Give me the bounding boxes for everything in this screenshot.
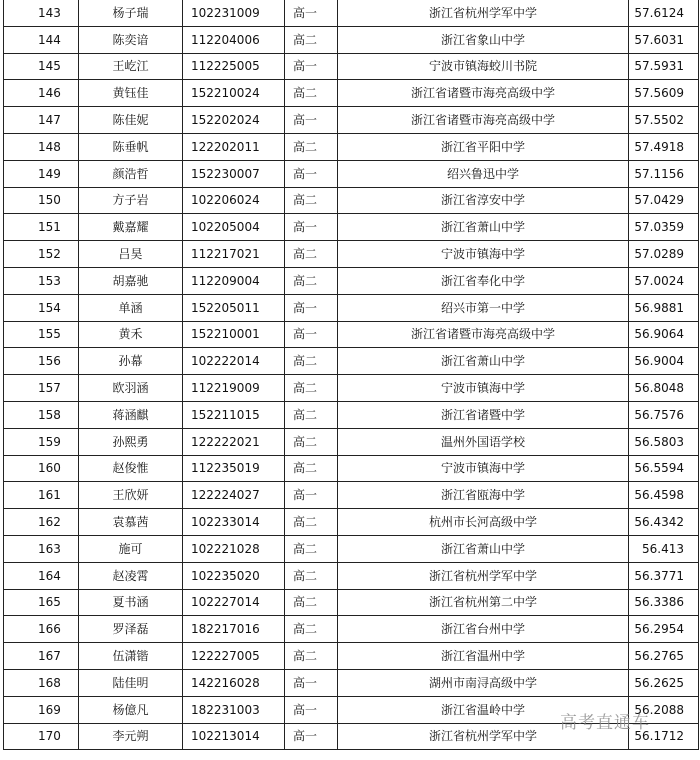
- score-cell: 56.5803: [629, 428, 699, 455]
- grade-cell: 高一: [285, 696, 338, 723]
- rank-cell: 156: [4, 348, 79, 375]
- student-id-cell: 122202011: [183, 133, 285, 160]
- table-row: [4, 669, 699, 696]
- student-id-cell: 102221028: [183, 535, 285, 562]
- student-id-cell: 102206024: [183, 187, 285, 214]
- school-cell: 浙江省诸暨市海亮高级中学: [338, 321, 629, 348]
- rank-cell: 166: [4, 616, 79, 643]
- grade-cell: 高二: [285, 26, 338, 53]
- rank-cell: 162: [4, 509, 79, 536]
- student-name-cell: 陈奕谙: [79, 26, 183, 53]
- rank-cell: 169: [4, 696, 79, 723]
- rank-cell: 170: [4, 723, 79, 750]
- student-id-cell: 102227014: [183, 589, 285, 616]
- student-id-cell: 102222014: [183, 348, 285, 375]
- table-row: [4, 589, 699, 616]
- student-name-cell: 王欣妍: [79, 482, 183, 509]
- table-row: [4, 187, 699, 214]
- score-cell: 56.9004: [629, 348, 699, 375]
- table-row: [4, 562, 699, 589]
- student-id-cell: 152211015: [183, 401, 285, 428]
- student-name-cell: 夏书涵: [79, 589, 183, 616]
- school-cell: 浙江省象山中学: [338, 26, 629, 53]
- school-cell: 浙江省温州中学: [338, 643, 629, 670]
- school-cell: 浙江省台州中学: [338, 616, 629, 643]
- school-cell: 绍兴市第一中学: [338, 294, 629, 321]
- student-name-cell: 单涵: [79, 294, 183, 321]
- rank-cell: 159: [4, 428, 79, 455]
- score-cell: 56.2954: [629, 616, 699, 643]
- student-id-cell: 112225005: [183, 53, 285, 80]
- school-cell: 温州外国语学校: [338, 428, 629, 455]
- student-id-cell: 182231003: [183, 696, 285, 723]
- student-id-cell: 152205011: [183, 294, 285, 321]
- table-row: [4, 214, 699, 241]
- school-cell: 浙江省杭州学军中学: [338, 562, 629, 589]
- grade-cell: 高一: [285, 160, 338, 187]
- rank-cell: 165: [4, 589, 79, 616]
- student-name-cell: 戴嘉耀: [79, 214, 183, 241]
- results-table-body: [4, 0, 699, 750]
- score-cell: 56.1712: [629, 723, 699, 750]
- school-cell: 浙江省温岭中学: [338, 696, 629, 723]
- table-row: [4, 26, 699, 53]
- student-name-cell: 袁慕茜: [79, 509, 183, 536]
- school-cell: 浙江省杭州学军中学: [338, 0, 629, 26]
- school-cell: 湖州市南浔高级中学: [338, 669, 629, 696]
- student-id-cell: 102205004: [183, 214, 285, 241]
- school-cell: 浙江省诸暨市海亮高级中学: [338, 80, 629, 107]
- school-cell: 浙江省诸暨中学: [338, 401, 629, 428]
- student-id-cell: 182217016: [183, 616, 285, 643]
- student-name-cell: 欧羽涵: [79, 375, 183, 402]
- student-name-cell: 胡嘉驰: [79, 267, 183, 294]
- grade-cell: 高二: [285, 643, 338, 670]
- student-name-cell: 陆佳明: [79, 669, 183, 696]
- score-cell: 56.2088: [629, 696, 699, 723]
- rank-cell: 164: [4, 562, 79, 589]
- grade-cell: 高一: [285, 321, 338, 348]
- score-cell: 56.5594: [629, 455, 699, 482]
- student-id-cell: 112217021: [183, 241, 285, 268]
- student-id-cell: 122224027: [183, 482, 285, 509]
- table-row: [4, 80, 699, 107]
- student-name-cell: 颜浩哲: [79, 160, 183, 187]
- student-name-cell: 赵凌霄: [79, 562, 183, 589]
- table-row: [4, 428, 699, 455]
- school-cell: 浙江省淳安中学: [338, 187, 629, 214]
- table-row: [4, 401, 699, 428]
- table-row: [4, 482, 699, 509]
- student-name-cell: 黄钰佳: [79, 80, 183, 107]
- grade-cell: 高二: [285, 616, 338, 643]
- school-cell: 绍兴鲁迅中学: [338, 160, 629, 187]
- grade-cell: 高二: [285, 509, 338, 536]
- grade-cell: 高一: [285, 482, 338, 509]
- table-row: [4, 348, 699, 375]
- table-row: [4, 267, 699, 294]
- school-cell: 宁波市镇海中学: [338, 375, 629, 402]
- score-cell: 57.5931: [629, 53, 699, 80]
- school-cell: 宁波市镇海蛟川书院: [338, 53, 629, 80]
- student-name-cell: 伍潇锴: [79, 643, 183, 670]
- rank-cell: 168: [4, 669, 79, 696]
- student-id-cell: 152210001: [183, 321, 285, 348]
- student-id-cell: 102235020: [183, 562, 285, 589]
- score-cell: 57.1156: [629, 160, 699, 187]
- grade-cell: 高一: [285, 669, 338, 696]
- score-cell: 56.3771: [629, 562, 699, 589]
- score-cell: 57.5609: [629, 80, 699, 107]
- grade-cell: 高二: [285, 589, 338, 616]
- table-row: [4, 160, 699, 187]
- score-cell: 57.5502: [629, 107, 699, 134]
- student-name-cell: 罗泽磊: [79, 616, 183, 643]
- table-row: [4, 107, 699, 134]
- table-row: [4, 294, 699, 321]
- school-cell: 杭州市长河高级中学: [338, 509, 629, 536]
- rank-cell: 150: [4, 187, 79, 214]
- student-name-cell: 孙幕: [79, 348, 183, 375]
- rank-cell: 146: [4, 80, 79, 107]
- score-cell: 57.6031: [629, 26, 699, 53]
- rank-cell: 158: [4, 401, 79, 428]
- grade-cell: 高二: [285, 241, 338, 268]
- school-cell: 浙江省萧山中学: [338, 348, 629, 375]
- student-id-cell: 152210024: [183, 80, 285, 107]
- score-cell: 56.413: [629, 535, 699, 562]
- rank-cell: 147: [4, 107, 79, 134]
- student-id-cell: 152202024: [183, 107, 285, 134]
- student-id-cell: 122222021: [183, 428, 285, 455]
- student-name-cell: 李元朔: [79, 723, 183, 750]
- grade-cell: 高二: [285, 133, 338, 160]
- table-row: [4, 375, 699, 402]
- student-name-cell: 吕昊: [79, 241, 183, 268]
- student-name-cell: 黄禾: [79, 321, 183, 348]
- watermark-logo: 高考直通车: [560, 713, 650, 733]
- student-id-cell: 102213014: [183, 723, 285, 750]
- rank-cell: 148: [4, 133, 79, 160]
- score-cell: 56.9881: [629, 294, 699, 321]
- table-row: [4, 535, 699, 562]
- table-row: [4, 509, 699, 536]
- student-name-cell: 赵俊惟: [79, 455, 183, 482]
- student-name-cell: 方子岩: [79, 187, 183, 214]
- grade-cell: 高一: [285, 0, 338, 26]
- student-id-cell: 112219009: [183, 375, 285, 402]
- table-row: [4, 616, 699, 643]
- table-row: [4, 321, 699, 348]
- score-cell: 56.2765: [629, 643, 699, 670]
- student-id-cell: 152230007: [183, 160, 285, 187]
- student-id-cell: 142216028: [183, 669, 285, 696]
- school-cell: 宁波市镇海中学: [338, 455, 629, 482]
- student-name-cell: 杨億凡: [79, 696, 183, 723]
- school-cell: 浙江省杭州学军中学: [338, 723, 629, 750]
- student-name-cell: 施可: [79, 535, 183, 562]
- grade-cell: 高二: [285, 535, 338, 562]
- rank-cell: 154: [4, 294, 79, 321]
- score-cell: 56.4342: [629, 509, 699, 536]
- school-cell: 浙江省平阳中学: [338, 133, 629, 160]
- grade-cell: 高二: [285, 401, 338, 428]
- school-cell: 浙江省萧山中学: [338, 535, 629, 562]
- student-id-cell: 112209004: [183, 267, 285, 294]
- school-cell: 宁波市镇海中学: [338, 241, 629, 268]
- rank-cell: 167: [4, 643, 79, 670]
- student-id-cell: 102231009: [183, 0, 285, 26]
- grade-cell: 高二: [285, 348, 338, 375]
- score-cell: 56.8048: [629, 375, 699, 402]
- table-row: [4, 455, 699, 482]
- score-cell: 57.0289: [629, 241, 699, 268]
- score-cell: 57.4918: [629, 133, 699, 160]
- rank-cell: 152: [4, 241, 79, 268]
- score-cell: 57.0024: [629, 267, 699, 294]
- rank-cell: 155: [4, 321, 79, 348]
- grade-cell: 高二: [285, 375, 338, 402]
- student-name-cell: 王屹江: [79, 53, 183, 80]
- score-cell: 56.7576: [629, 401, 699, 428]
- grade-cell: 高一: [285, 294, 338, 321]
- grade-cell: 高一: [285, 107, 338, 134]
- score-cell: 57.0359: [629, 214, 699, 241]
- grade-cell: 高二: [285, 267, 338, 294]
- rank-cell: 163: [4, 535, 79, 562]
- student-id-cell: 102233014: [183, 509, 285, 536]
- rank-cell: 153: [4, 267, 79, 294]
- rank-cell: 151: [4, 214, 79, 241]
- score-cell: 57.0429: [629, 187, 699, 214]
- table-row: [4, 241, 699, 268]
- score-cell: 56.3386: [629, 589, 699, 616]
- grade-cell: 高一: [285, 723, 338, 750]
- school-cell: 浙江省杭州第二中学: [338, 589, 629, 616]
- score-cell: 56.4598: [629, 482, 699, 509]
- rank-cell: 145: [4, 53, 79, 80]
- student-id-cell: 112235019: [183, 455, 285, 482]
- rank-cell: 144: [4, 26, 79, 53]
- grade-cell: 高二: [285, 80, 338, 107]
- school-cell: 浙江省萧山中学: [338, 214, 629, 241]
- school-cell: 浙江省诸暨市海亮高级中学: [338, 107, 629, 134]
- results-table: [3, 0, 699, 750]
- score-cell: 56.2625: [629, 669, 699, 696]
- rank-cell: 143: [4, 0, 79, 26]
- rank-cell: 157: [4, 375, 79, 402]
- student-name-cell: 陈垂帆: [79, 133, 183, 160]
- student-name-cell: 蒋涵麒: [79, 401, 183, 428]
- grade-cell: 高二: [285, 562, 338, 589]
- grade-cell: 高二: [285, 187, 338, 214]
- grade-cell: 高一: [285, 53, 338, 80]
- student-name-cell: 孙熙勇: [79, 428, 183, 455]
- score-cell: 56.9064: [629, 321, 699, 348]
- rank-cell: 161: [4, 482, 79, 509]
- school-cell: 浙江省瓯海中学: [338, 482, 629, 509]
- student-name-cell: 杨子瑞: [79, 0, 183, 26]
- student-id-cell: 112204006: [183, 26, 285, 53]
- table-row: [4, 643, 699, 670]
- table-row: [4, 0, 699, 26]
- school-cell: 浙江省奉化中学: [338, 267, 629, 294]
- student-name-cell: 陈佳妮: [79, 107, 183, 134]
- grade-cell: 高一: [285, 214, 338, 241]
- grade-cell: 高二: [285, 455, 338, 482]
- score-cell: 57.6124: [629, 0, 699, 26]
- rank-cell: 149: [4, 160, 79, 187]
- grade-cell: 高二: [285, 428, 338, 455]
- rank-cell: 160: [4, 455, 79, 482]
- table-row: [4, 133, 699, 160]
- table-row: [4, 53, 699, 80]
- student-id-cell: 122227005: [183, 643, 285, 670]
